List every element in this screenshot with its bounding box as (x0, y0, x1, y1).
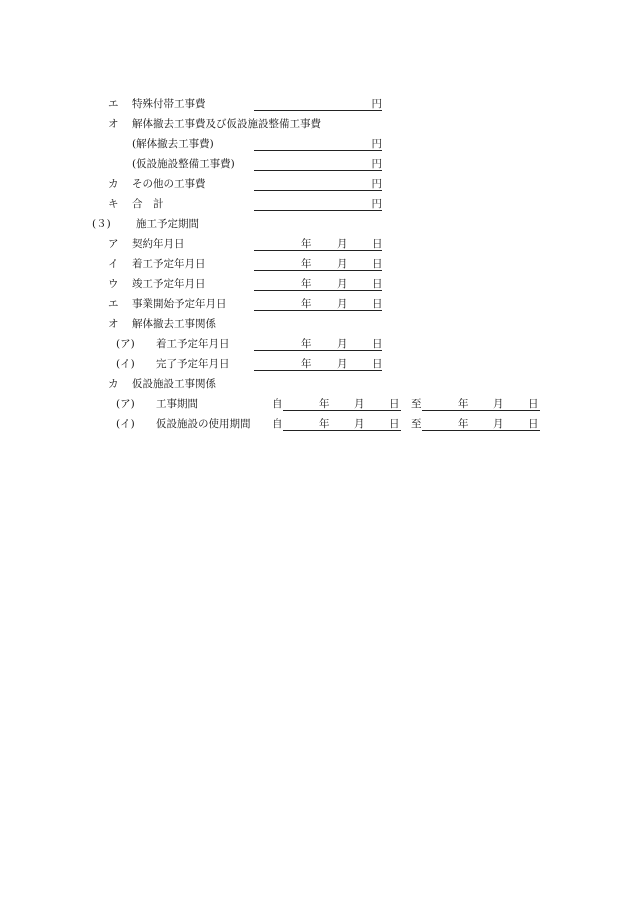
yen-unit: 円 (371, 158, 382, 170)
day-unit: 日 (389, 398, 400, 410)
business-start-date-field[interactable] (254, 297, 382, 311)
year-unit: 年 (301, 238, 312, 250)
temporary-facility-cost-label: (仮設施設整備工事費) (132, 158, 235, 170)
to-label: 至 (411, 418, 422, 430)
month-unit: 月 (337, 298, 348, 310)
contract-date-label: 契約年月日 (132, 238, 185, 250)
month-unit: 月 (354, 398, 365, 410)
work-period-to-field[interactable] (422, 397, 540, 411)
section-3-heading: 施工予定期間 (136, 218, 199, 230)
contract-date-field[interactable] (254, 237, 382, 251)
item-marker-u: ウ (108, 278, 119, 290)
item-marker-o2: オ (108, 318, 119, 330)
day-unit: 日 (372, 258, 383, 270)
demolition-work-heading: 解体撤去工事関係 (132, 318, 216, 330)
item-marker-ki: キ (108, 198, 119, 210)
from-label: 自 (272, 418, 283, 430)
item-marker-o: オ (108, 118, 119, 130)
month-unit: 月 (354, 418, 365, 430)
start-date-field[interactable] (254, 257, 382, 271)
year-unit: 年 (301, 358, 312, 370)
demolition-end-date-label: 完了予定年月日 (156, 358, 230, 370)
temporary-facility-cost-field[interactable] (254, 157, 382, 171)
year-unit: 年 (319, 398, 330, 410)
item-marker-e2: エ (108, 298, 119, 310)
day-unit: 日 (528, 418, 539, 430)
usage-period-label: 仮設施設の使用期間 (156, 418, 251, 430)
work-period-label: 工事期間 (156, 398, 198, 410)
item-marker-a: ア (108, 238, 119, 250)
sub-marker-i: (イ) (116, 358, 135, 370)
day-unit: 日 (389, 418, 400, 430)
demolition-end-date-field[interactable] (254, 357, 382, 371)
usage-period-to-field[interactable] (422, 417, 540, 431)
other-work-cost-label: その他の工事費 (132, 178, 206, 190)
item-marker-e: エ (108, 98, 119, 110)
demolition-cost-label: (解体撤去工事費) (132, 138, 214, 150)
yen-unit: 円 (371, 98, 382, 110)
day-unit: 日 (372, 278, 383, 290)
day-unit: 日 (372, 358, 383, 370)
other-work-cost-field[interactable] (254, 177, 382, 191)
special-work-cost-label: 特殊付帯工事費 (132, 98, 206, 110)
work-period-from-field[interactable] (283, 397, 401, 411)
special-work-cost-field[interactable] (254, 97, 382, 111)
sub-marker-a2: (ア) (116, 398, 135, 410)
year-unit: 年 (301, 338, 312, 350)
month-unit: 月 (337, 358, 348, 370)
demolition-start-date-label: 着工予定年月日 (156, 338, 230, 350)
day-unit: 日 (372, 238, 383, 250)
day-unit: 日 (528, 398, 539, 410)
month-unit: 月 (493, 398, 504, 410)
from-label: 自 (272, 398, 283, 410)
yen-unit: 円 (371, 198, 382, 210)
total-field[interactable] (254, 197, 382, 211)
day-unit: 日 (372, 338, 383, 350)
yen-unit: 円 (371, 178, 382, 190)
item-marker-ka2: カ (108, 378, 119, 390)
sub-marker-i2: (イ) (116, 418, 135, 430)
month-unit: 月 (337, 278, 348, 290)
year-unit: 年 (458, 418, 469, 430)
section-3-marker: (３) (92, 218, 111, 230)
demolition-start-date-field[interactable] (254, 337, 382, 351)
item-marker-i: イ (108, 258, 119, 270)
start-date-label: 着工予定年月日 (132, 258, 206, 270)
year-unit: 年 (458, 398, 469, 410)
sub-marker-a: (ア) (116, 338, 135, 350)
month-unit: 月 (337, 238, 348, 250)
item-marker-ka: カ (108, 178, 119, 190)
business-start-date-label: 事業開始予定年月日 (132, 298, 227, 310)
demolition-cost-field[interactable] (254, 137, 382, 151)
year-unit: 年 (301, 298, 312, 310)
year-unit: 年 (301, 278, 312, 290)
yen-unit: 円 (371, 138, 382, 150)
year-unit: 年 (319, 418, 330, 430)
completion-date-label: 竣工予定年月日 (132, 278, 206, 290)
year-unit: 年 (301, 258, 312, 270)
month-unit: 月 (337, 338, 348, 350)
demolition-and-temporary-cost-label: 解体撤去工事費及び仮設施設整備工事費 (132, 118, 321, 130)
month-unit: 月 (337, 258, 348, 270)
day-unit: 日 (372, 298, 383, 310)
month-unit: 月 (493, 418, 504, 430)
total-label: 合 計 (132, 198, 164, 210)
usage-period-from-field[interactable] (283, 417, 401, 431)
to-label: 至 (411, 398, 422, 410)
temporary-facility-work-heading: 仮設施設工事関係 (132, 378, 216, 390)
completion-date-field[interactable] (254, 277, 382, 291)
